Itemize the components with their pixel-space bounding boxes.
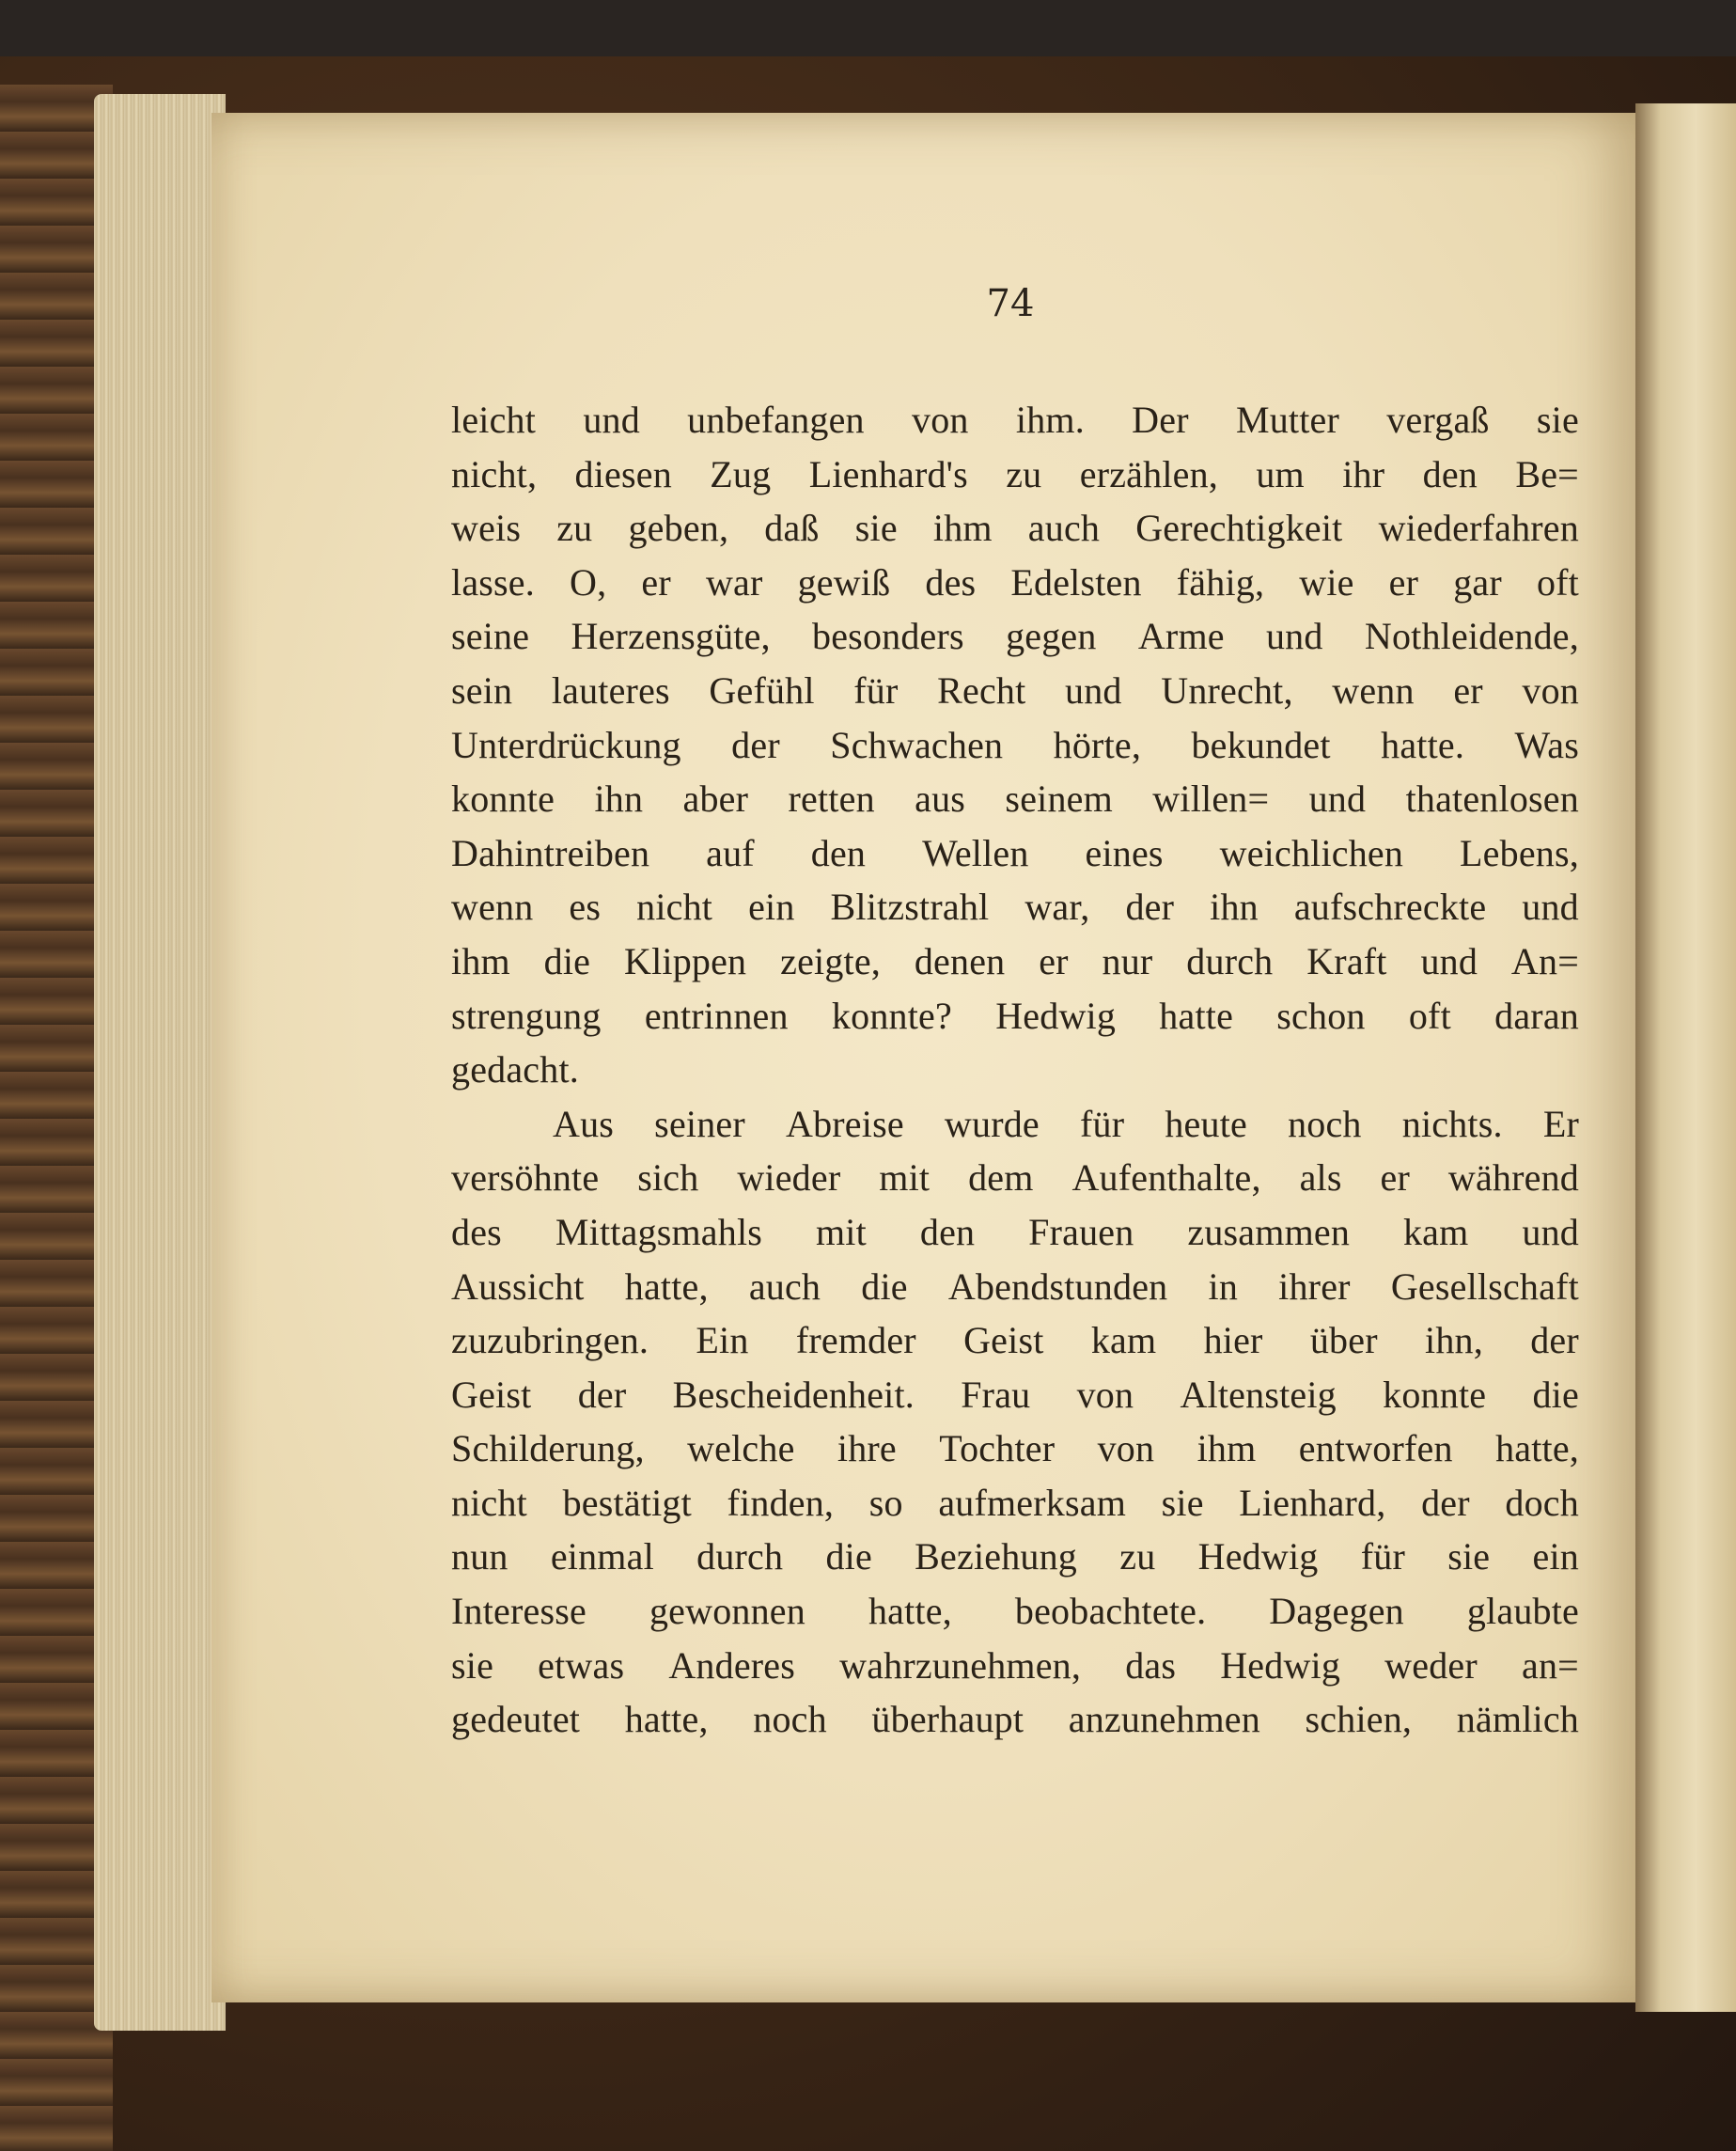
word: aber	[682, 777, 749, 821]
word: schien,	[1305, 1698, 1413, 1741]
word: er	[1039, 939, 1069, 982]
word: überhaupt	[871, 1698, 1024, 1741]
word: oft	[1536, 560, 1579, 604]
word: wiederfahren	[1378, 507, 1579, 550]
word: ihm	[1196, 1427, 1257, 1470]
word: sie	[1536, 399, 1579, 441]
word: die	[1532, 1373, 1579, 1416]
word: Zug	[710, 452, 772, 495]
word: nicht	[451, 1481, 527, 1524]
word: der	[577, 1373, 627, 1416]
word: An=	[1510, 939, 1579, 982]
word: konnte	[451, 777, 555, 821]
word: Was	[1514, 723, 1579, 766]
word: hatte,	[1495, 1427, 1579, 1470]
page-text	[451, 393, 1579, 1747]
word: mit	[879, 1156, 931, 1200]
word: ihn,	[1425, 1319, 1483, 1362]
word: Geist	[451, 1373, 532, 1416]
word: retten	[788, 777, 875, 821]
text-line	[451, 772, 1579, 826]
word: hatte	[1159, 994, 1234, 1037]
word: Herzensgüte,	[571, 615, 771, 658]
word: in	[1208, 1264, 1239, 1308]
word: unbefangen	[687, 399, 865, 441]
word: vergaß	[1386, 399, 1490, 441]
word: wenn	[451, 886, 534, 929]
word: Mittagsmahls	[555, 1210, 763, 1253]
word: ein	[748, 886, 795, 929]
word: als	[1299, 1156, 1342, 1200]
word: wieder	[737, 1156, 841, 1200]
word: so	[868, 1481, 903, 1524]
word: lauteres	[551, 668, 670, 712]
word: Abreise	[786, 1102, 904, 1145]
word: durch	[1186, 939, 1274, 982]
word: aus	[915, 777, 966, 821]
word: ihrer	[1278, 1264, 1351, 1308]
word: für	[1079, 1102, 1125, 1145]
word: Frau	[961, 1373, 1031, 1416]
word: Lebens,	[1460, 831, 1579, 874]
word: die	[825, 1535, 872, 1578]
word: gewiß	[797, 560, 891, 604]
word: Hedwig	[995, 994, 1117, 1037]
word: Be=	[1515, 452, 1579, 495]
word: aufmerksam	[938, 1481, 1127, 1524]
word: ihm	[451, 939, 510, 982]
word: den	[1422, 452, 1478, 495]
word: Wellen	[922, 831, 1029, 874]
word: hatte.	[1381, 723, 1465, 766]
word: Anderes	[668, 1643, 796, 1687]
word: und	[583, 399, 640, 441]
word: thatenlosen	[1405, 777, 1579, 821]
word: nicht,	[451, 452, 538, 495]
word: Dagegen	[1269, 1590, 1404, 1633]
word: Der	[1132, 399, 1189, 441]
word: Dahintreiben	[451, 831, 650, 874]
text-line	[451, 1584, 1579, 1639]
word: weis	[451, 507, 522, 550]
word: ihre	[837, 1427, 897, 1470]
word: daß	[764, 507, 820, 550]
word: entworfen	[1298, 1427, 1453, 1470]
text-line	[451, 1151, 1579, 1205]
word: über	[1309, 1319, 1378, 1362]
text-line	[451, 1097, 1579, 1152]
word: O,	[570, 560, 607, 604]
word: Schilderung,	[451, 1427, 645, 1470]
text-line	[451, 556, 1579, 610]
word: sie	[1447, 1535, 1491, 1578]
word: er	[641, 560, 671, 604]
text-line	[451, 447, 1579, 502]
word: nun	[451, 1535, 508, 1578]
word: Lienhard's	[808, 452, 968, 495]
word: zusammen	[1187, 1210, 1351, 1253]
word: nämlich	[1456, 1698, 1579, 1741]
word: zu	[1006, 452, 1042, 495]
word: Tochter	[939, 1427, 1056, 1470]
word: Aufenthalte,	[1071, 1156, 1261, 1200]
text-line	[451, 1476, 1579, 1531]
word: Frauen	[1028, 1210, 1134, 1253]
word: während	[1447, 1156, 1579, 1200]
text-line: gedacht.	[451, 1048, 579, 1091]
word: Kraft	[1306, 939, 1387, 982]
word: nur	[1102, 939, 1153, 982]
word: fremder	[795, 1319, 916, 1362]
word: nichts.	[1401, 1102, 1503, 1145]
text-line	[451, 664, 1579, 718]
word: und	[1265, 615, 1323, 658]
word: wahrzunehmen,	[839, 1643, 1082, 1687]
word: der	[1421, 1481, 1470, 1524]
word: ihm	[932, 507, 993, 550]
word: Lienhard,	[1239, 1481, 1386, 1524]
word: daran	[1494, 994, 1579, 1037]
word: Beziehung	[915, 1535, 1078, 1578]
word: sie	[451, 1643, 494, 1687]
word: lasse.	[451, 560, 535, 604]
word: schon	[1276, 994, 1366, 1037]
word: an=	[1522, 1643, 1579, 1687]
word: bekundet	[1191, 723, 1331, 766]
word: strengung	[451, 994, 602, 1037]
word: Unrecht,	[1161, 668, 1293, 712]
word: Gefühl	[709, 668, 815, 712]
text-line	[451, 934, 1579, 989]
word: Altensteig	[1180, 1373, 1337, 1416]
word: heute	[1165, 1102, 1247, 1145]
word: Er	[1542, 1102, 1579, 1145]
word: kam	[1090, 1319, 1157, 1362]
word: sich	[637, 1156, 699, 1200]
word: Gesellschaft	[1390, 1264, 1579, 1308]
word: konnte	[1383, 1373, 1487, 1416]
word: weder	[1384, 1643, 1478, 1687]
word: sein	[451, 668, 513, 712]
word: er	[1388, 560, 1419, 604]
word: welche	[687, 1427, 795, 1470]
word: doch	[1505, 1481, 1579, 1524]
text-line	[451, 1530, 1579, 1584]
page-number: 74	[986, 282, 1035, 325]
word: leicht	[451, 399, 537, 441]
word: war,	[1024, 886, 1090, 929]
word: anzunehmen	[1068, 1698, 1260, 1741]
word: um	[1256, 452, 1305, 495]
word: Hedwig	[1197, 1535, 1319, 1578]
text-line	[451, 609, 1579, 664]
word: Abendstunden	[947, 1264, 1168, 1308]
word: von	[1076, 1373, 1134, 1416]
word: seiner	[654, 1102, 745, 1145]
word: er	[1453, 668, 1483, 712]
word: kam	[1402, 1210, 1469, 1253]
word: und	[1522, 886, 1579, 929]
word: ihn	[1210, 886, 1259, 929]
word: sie	[854, 507, 898, 550]
word: Blitzstrahl	[830, 886, 990, 929]
word: geben,	[628, 507, 729, 550]
word: Geist	[963, 1319, 1044, 1362]
word: Bescheidenheit.	[672, 1373, 915, 1416]
word: hier	[1203, 1319, 1263, 1362]
text-line	[451, 501, 1579, 556]
text-line	[451, 1692, 1579, 1747]
word: konnte?	[831, 994, 952, 1037]
word: gewonnen	[649, 1590, 805, 1633]
word: für	[853, 668, 899, 712]
word: und	[1522, 1210, 1579, 1253]
text-line	[451, 1421, 1579, 1476]
word: war	[705, 560, 763, 604]
text-line	[451, 826, 1579, 881]
word: wenn	[1332, 668, 1415, 712]
word: es	[569, 886, 602, 929]
word: gedeutet	[451, 1698, 581, 1741]
word: der	[731, 723, 780, 766]
word: zu	[556, 507, 593, 550]
text-line	[451, 989, 1579, 1044]
word: von	[1097, 1427, 1155, 1470]
word: und	[1420, 939, 1478, 982]
word: weichlichen	[1219, 831, 1404, 874]
word: gegen	[1006, 615, 1097, 658]
word: für	[1360, 1535, 1405, 1578]
word: das	[1125, 1643, 1177, 1687]
word: Aussicht	[451, 1264, 585, 1308]
word: versöhnte	[451, 1156, 600, 1200]
word: glaubte	[1466, 1590, 1579, 1633]
word: den	[919, 1210, 976, 1253]
page-edges-stack	[94, 94, 226, 2031]
word: beobachtete.	[1014, 1590, 1207, 1633]
word: willen=	[1152, 777, 1270, 821]
word: noch	[1288, 1102, 1362, 1145]
word: zuzubringen.	[451, 1319, 649, 1362]
word: Recht	[937, 668, 1026, 712]
word: oft	[1408, 994, 1451, 1037]
text-line	[451, 393, 1579, 447]
word: hörte,	[1053, 723, 1142, 766]
word: Nothleidende,	[1364, 615, 1579, 658]
word: zu	[1119, 1535, 1156, 1578]
text-line	[451, 1313, 1579, 1368]
word: hatte,	[624, 1264, 709, 1308]
word: der	[1530, 1319, 1579, 1362]
word: gar	[1453, 560, 1502, 604]
text-line	[451, 1260, 1579, 1314]
word: von	[1522, 668, 1579, 712]
word: er	[1380, 1156, 1410, 1200]
word: sie	[1161, 1481, 1204, 1524]
word: Ein	[696, 1319, 749, 1362]
word: Mutter	[1235, 399, 1340, 441]
word: denen	[914, 939, 1006, 982]
word: nicht	[636, 886, 713, 929]
text-line	[451, 880, 1579, 934]
word: auch	[1027, 507, 1101, 550]
word: noch	[753, 1698, 827, 1741]
word: ihm.	[1015, 399, 1085, 441]
word: Gerechtigkeit	[1135, 507, 1343, 550]
word: den	[810, 831, 867, 874]
text-line	[451, 718, 1579, 773]
word: ihn	[594, 777, 644, 821]
word: ein	[1532, 1535, 1579, 1578]
word: Aus	[553, 1102, 615, 1145]
word: durch	[696, 1535, 784, 1578]
word: dem	[968, 1156, 1034, 1200]
word: wie	[1299, 560, 1354, 604]
text-line	[451, 1368, 1579, 1422]
word: einmal	[550, 1535, 654, 1578]
word: diesen	[574, 452, 672, 495]
word: und	[1308, 777, 1367, 821]
word: eines	[1085, 831, 1164, 874]
word: etwas	[538, 1643, 625, 1687]
word: auch	[748, 1264, 821, 1308]
word: finden,	[727, 1481, 835, 1524]
word: Edelsten	[1010, 560, 1142, 604]
word: aufschreckte	[1293, 886, 1487, 929]
word: fähig,	[1176, 560, 1265, 604]
word: seinem	[1005, 777, 1113, 821]
word: die	[543, 939, 591, 982]
word: von	[912, 399, 969, 441]
word: des	[451, 1210, 502, 1253]
word: hatte,	[868, 1590, 952, 1633]
word: wurde	[944, 1102, 1040, 1145]
word: seine	[451, 615, 530, 658]
page-gutter	[1635, 103, 1736, 2012]
word: erzählen,	[1079, 452, 1218, 495]
word: hatte,	[624, 1698, 709, 1741]
word: des	[925, 560, 977, 604]
word: ihr	[1342, 452, 1385, 495]
word: und	[1065, 668, 1122, 712]
text-line	[451, 1205, 1579, 1260]
word: besonders	[812, 615, 964, 658]
text-line	[451, 1639, 1579, 1693]
word: Unterdrückung	[451, 723, 681, 766]
word: mit	[815, 1210, 867, 1253]
word: die	[861, 1264, 908, 1308]
word: Arme	[1137, 615, 1225, 658]
word: bestätigt	[562, 1481, 692, 1524]
word: Hedwig	[1220, 1643, 1341, 1687]
word: auf	[706, 831, 755, 874]
word: entrinnen	[644, 994, 789, 1037]
word: Schwachen	[830, 723, 1004, 766]
word: zeigte,	[780, 939, 881, 982]
word: der	[1125, 886, 1175, 929]
word: Klippen	[623, 939, 747, 982]
word: Interesse	[451, 1590, 586, 1633]
